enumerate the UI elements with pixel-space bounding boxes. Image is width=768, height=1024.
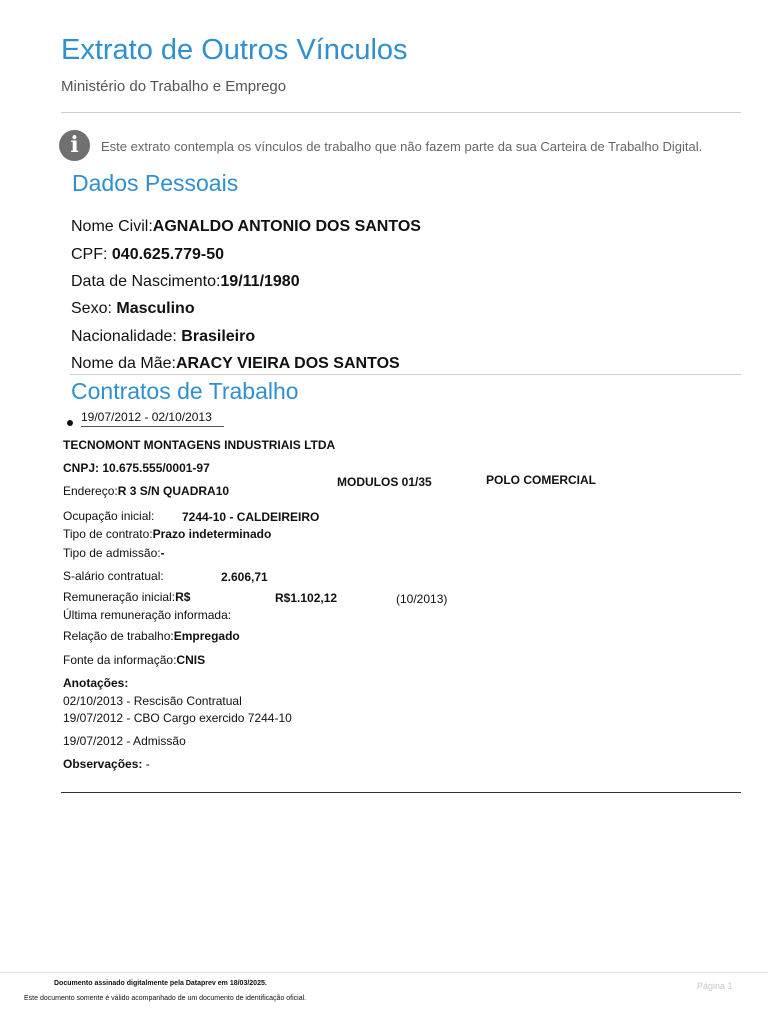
anotacao-item: 02/10/2013 - Rescisão Contratual [63, 694, 242, 708]
field-label: Fonte da informação: [63, 653, 177, 667]
employer-name: TECNOMONT MONTAGENS INDUSTRIAIS LTDA [63, 438, 336, 452]
field-label: Remuneração inicial: [63, 590, 176, 604]
info-icon: i [59, 130, 90, 161]
field-value: Prazo indeterminado [152, 527, 272, 541]
ultima-remuneracao-label: Última remuneração informada: [63, 608, 232, 622]
field-label: Tipo de admissão: [63, 546, 161, 560]
field-value: ARACY VIEIRA DOS SANTOS [175, 355, 400, 372]
ultima-remuneracao-value: R$1.102,12 [275, 591, 338, 605]
info-message: Este extrato contempla os vínculos de trabalho que não fazem parte da sua Carteira de Trabalho Digital. [101, 139, 703, 154]
page-title: Extrato de Outros Vínculos [61, 34, 408, 66]
contract-period: 19/07/2012 - 02/10/2013 [81, 410, 212, 424]
field-nome-mae [71, 355, 400, 373]
section-title-contratos: Contratos de Trabalho [71, 378, 299, 404]
field-sexo [71, 300, 195, 318]
anotacao-item: 19/07/2012 - Admissão [63, 734, 186, 748]
field-data-nascimento [71, 273, 300, 291]
field-value: Empregado [173, 629, 240, 643]
field-label: Nome Civil: [71, 218, 153, 235]
field-label: Sexo: [71, 300, 117, 317]
address-polo: POLO COMERCIAL [486, 473, 596, 487]
header-divider [61, 112, 741, 113]
field-label: Data de Nascimento: [71, 273, 221, 290]
field-tipo-admissao [63, 546, 165, 560]
ocupacao-label: Ocupação inicial: [63, 509, 155, 523]
section-title-dados-pessoais: Dados Pessoais [72, 170, 239, 196]
field-value: Brasileiro [181, 328, 256, 345]
field-label: Nacionalidade: [71, 328, 182, 345]
field-label: Observações: [63, 757, 143, 771]
field-value: - [142, 757, 150, 771]
field-observacoes [63, 757, 150, 771]
section-divider [70, 374, 741, 375]
field-fonte-informacao [63, 653, 205, 667]
field-relacao-trabalho [63, 629, 240, 643]
anotacao-item: 19/07/2012 - CBO Cargo exercido 7244-10 [63, 711, 292, 725]
employer-cnpj: CNPJ: 10.675.555/0001-97 [63, 461, 210, 475]
field-value: 19/11/1980 [220, 273, 300, 290]
salario-value: 2.606,71 [221, 570, 268, 584]
field-label: Relação de trabalho: [63, 629, 174, 643]
field-cpf [71, 246, 224, 264]
field-tipo-contrato [63, 527, 271, 541]
ocupacao-value: 7244-10 - CALDEIREIRO [182, 510, 320, 524]
field-label: Nome da Mãe: [71, 355, 176, 372]
contract-divider [61, 792, 741, 793]
employer-address [63, 484, 229, 498]
salario-label: S-alário contratual: [63, 569, 164, 583]
field-value: 040.625.779-50 [111, 246, 224, 263]
field-value: CNIS [176, 653, 206, 667]
field-nacionalidade [71, 328, 255, 346]
field-value: R 3 S/N QUADRA10 [117, 484, 230, 498]
ultima-remuneracao-periodo: (10/2013) [396, 592, 448, 606]
page-number: Página 1 [697, 981, 733, 991]
field-label: Tipo de contrato: [63, 527, 153, 541]
bullet-icon [67, 420, 73, 426]
field-value: AGNALDO ANTONIO DOS SANTOS [152, 218, 421, 235]
field-remuneracao-inicial [63, 590, 190, 604]
field-value: - [160, 546, 165, 560]
anotacoes-title: Anotações: [63, 676, 129, 690]
footer-signature-note: Documento assinado digitalmente pela Dataprev em 18/03/2025. [54, 980, 267, 987]
footer-validity-note: Este documento somente é válido acompanhado de um documento de identificação oficial. [24, 995, 307, 1002]
field-label: CPF: [71, 246, 112, 263]
field-value: R$ [175, 590, 191, 604]
field-nome-civil [71, 218, 421, 236]
address-modulos: MODULOS 01/35 [337, 475, 432, 489]
field-value: Masculino [116, 300, 195, 317]
field-label: Endereço: [63, 484, 118, 498]
footer-divider [0, 972, 768, 973]
page-subtitle: Ministério do Trabalho e Emprego [61, 78, 287, 95]
period-underline [81, 426, 224, 427]
